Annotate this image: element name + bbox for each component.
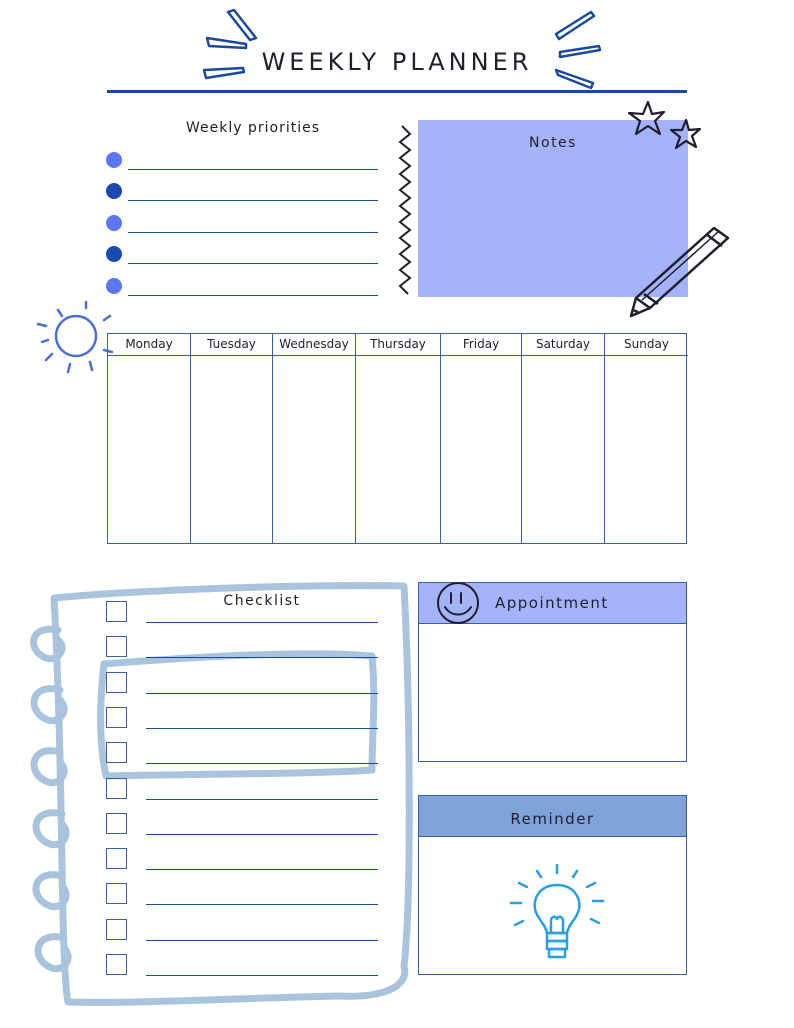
star-icon <box>626 100 708 156</box>
reminder-title: Reminder <box>510 810 595 828</box>
checklist-line[interactable] <box>146 728 378 729</box>
checklist-item <box>106 954 378 976</box>
day-header: Monday <box>108 334 190 356</box>
checklist-item <box>106 742 378 764</box>
week-grid <box>107 333 687 544</box>
checkbox[interactable] <box>106 672 127 693</box>
checklist-line[interactable] <box>146 693 378 694</box>
checkbox[interactable] <box>106 848 127 869</box>
checklist-title: Checklist <box>223 593 301 609</box>
day-cell[interactable] <box>522 356 604 543</box>
priority-line <box>128 295 378 296</box>
sun-icon <box>34 298 116 376</box>
priority-item[interactable] <box>106 278 378 296</box>
checklist-item <box>106 636 378 658</box>
checklist-item <box>106 672 378 694</box>
checklist-line[interactable] <box>146 657 378 658</box>
checklist-line[interactable] <box>146 622 378 623</box>
checklist-item <box>106 883 378 905</box>
appointment-body[interactable] <box>419 624 686 761</box>
checklist-item <box>106 601 378 623</box>
day-cell[interactable] <box>441 356 521 543</box>
checklist-item <box>106 848 378 870</box>
reminder-panel <box>418 795 687 975</box>
priority-item[interactable] <box>106 246 378 264</box>
checkbox[interactable] <box>106 954 127 975</box>
priority-item[interactable] <box>106 152 378 170</box>
zigzag-icon <box>396 126 416 298</box>
day-header: Tuesday <box>191 334 272 356</box>
checkbox[interactable] <box>106 778 127 799</box>
appointment-panel <box>418 582 687 762</box>
checkbox[interactable] <box>106 919 127 940</box>
priority-line <box>128 263 378 264</box>
title-divider <box>107 90 687 93</box>
day-cell[interactable] <box>108 356 190 543</box>
appointment-title: Appointment <box>495 594 609 612</box>
day-column <box>191 334 273 543</box>
day-column <box>273 334 356 543</box>
day-header: Thursday <box>356 334 440 356</box>
day-cell[interactable] <box>356 356 440 543</box>
checkbox[interactable] <box>106 636 127 657</box>
priorities-heading: Weekly priorities <box>185 120 320 136</box>
day-column <box>522 334 605 543</box>
checklist-item <box>106 919 378 941</box>
bullet-dot-icon <box>106 183 122 199</box>
checkbox[interactable] <box>106 813 127 834</box>
day-header: Sunday <box>605 334 688 356</box>
smiley-icon <box>435 581 481 625</box>
checklist-line[interactable] <box>146 869 378 870</box>
priority-line <box>128 200 378 201</box>
checkbox[interactable] <box>106 707 127 728</box>
bullet-dot-icon <box>106 246 122 262</box>
checklist-line[interactable] <box>146 763 378 764</box>
checklist-line[interactable] <box>146 799 378 800</box>
checklist-line[interactable] <box>146 975 378 976</box>
day-column <box>605 334 688 543</box>
pencil-icon <box>628 224 734 320</box>
checkbox[interactable] <box>106 883 127 904</box>
day-column <box>108 334 191 543</box>
priority-line <box>128 169 378 170</box>
checklist-line[interactable] <box>146 834 378 835</box>
bullet-dot-icon <box>106 278 122 294</box>
appointment-header <box>419 583 686 624</box>
priority-item[interactable] <box>106 183 378 201</box>
priority-line <box>128 232 378 233</box>
checklist-line[interactable] <box>146 904 378 905</box>
bullet-dot-icon <box>106 152 122 168</box>
bullet-dot-icon <box>106 215 122 231</box>
day-column <box>356 334 441 543</box>
lightbulb-icon <box>507 861 607 967</box>
reminder-header <box>419 796 686 837</box>
day-cell[interactable] <box>191 356 272 543</box>
checklist-item <box>106 707 378 729</box>
notes-title: Notes <box>529 135 577 151</box>
day-header: Wednesday <box>273 334 355 356</box>
day-column <box>441 334 522 543</box>
priority-item[interactable] <box>106 215 378 233</box>
day-header: Friday <box>441 334 521 356</box>
checklist-item <box>106 813 378 835</box>
page-title: WEEKLY PLANNER <box>261 48 533 76</box>
checklist-line[interactable] <box>146 940 378 941</box>
checklist-item <box>106 778 378 800</box>
day-header: Saturday <box>522 334 604 356</box>
checkbox[interactable] <box>106 742 127 763</box>
checkbox[interactable] <box>106 601 127 622</box>
reminder-body[interactable] <box>419 837 686 974</box>
day-cell[interactable] <box>273 356 355 543</box>
day-cell[interactable] <box>605 356 688 543</box>
